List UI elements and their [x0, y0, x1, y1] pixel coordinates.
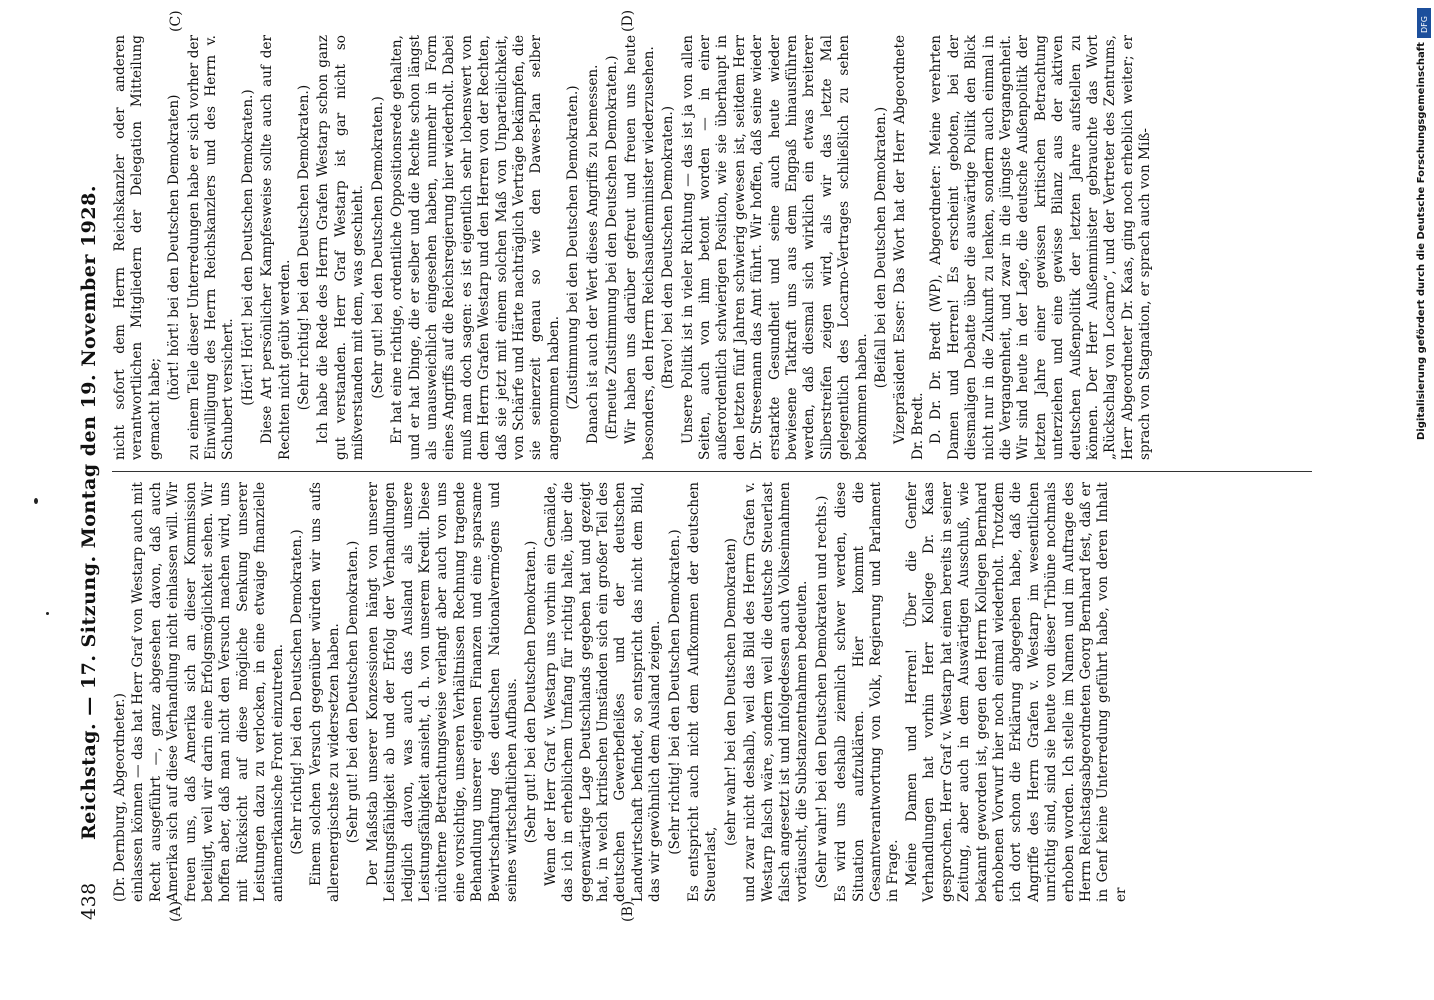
paragraph: Meine Damen und Herren! Über die Genfer Verhandlungen hat vorhin Herr Kollege Dr. Kaas gesprochen. Herr Graf v. Westarp hat einen bereits in seiner Zeitung, aber auch in dem Auswärtigen Ausschuß, wie bekannt geworden ist, gegen den Herrn Kollegen Bernhard erhobenen Vorwurf hier noch einmal wiederholt. Trotzdem ich dort schon die Erklärung abgegeben habe, daß die Angriffe des Herrn Grafen v. Westarp im wesentlichen unrichtig sind, sind sie heute von dieser Tribüne nochmals erhoben worden. Ich stelle im Namen und im Auftrage des Herrn Reichstagsabgeordneten Georg Bernhard fest, daß er in Genf keine Unterredung geführt habe, von deren Inhalt er [903, 482, 1129, 902]
paragraph: Wenn der Herr Graf v. Westarp uns vorhin ein Gemälde, das ich in erheblichem Umfang für richtig halte, über die gegenwärtige Lage Deutschlands gegeben hat und gezeigt hat, in welch kritischen Umständen sich ein großer Teil des deutschen Gewerbefleißes und der deutschen Landwirtschaft befindet, so entspricht das nicht dem Bild, das wir gewöhnlich dem Ausland zeigen. [542, 482, 664, 902]
margin-marker-c: (C) [168, 10, 184, 32]
paragraph: D. Dr. Dr. Bredt (WP), Abgeordneter: Meine verehrten Damen und Herren! Es erscheint geboten, bei der diesmaligen Debatte über die auswärtige Politik den Blick nicht nur in die Zukunft zu lenken, sondern auch einmal in die Vergangenheit, und zwar in die jüngste Vergangenheit. Wir sind heute in der Lage, die deutsche Außenpolitik der letzten Jahre einer gewissen kritischen Betrachtung unterziehen und eine gewisse Bilanz aus der aktiven deutschen Außenpolitik der letzten Jahre aufstellen zu können. Der Herr Außenminister gebrauchte das Wort „Rückschlag von Locarno“, und der Vertreter des Zentrums, Herr Abgeordneter Dr. Kaas, ging noch erheblich weiter; er sprach von Stagnation, er sprach auch von Miß- [928, 35, 1154, 460]
margin-marker-b: (B) [620, 900, 636, 922]
paragraph: (Sehr richtig! bei den Deutschen Demokraten.) [666, 529, 683, 855]
paragraph: (Sehr gut! bei den Deutschen Demokraten.) [523, 540, 540, 844]
left-text-column [112, 482, 1131, 902]
scan-speck [46, 612, 49, 615]
margin-marker-a: (A) [168, 900, 184, 922]
paragraph: Unsere Politik ist in vieler Richtung — das ist ja von allen Seiten, auch von ihm betont worden — in einer außerordentlich schwierigen Position, wie sie überhaupt in den letzten fünf Jahren schwierig gewesen ist, seitdem Herr Dr. Stresemann das Amt führt. Wir hoffen, daß seine wieder erstarkte Gesundheit und seine auch heute wieder bewiesene Tatkraft uns aus dem Engpaß hinausführen werden, daß diesmal sich wirklich ein etwas breiterer Silberstreifen zeigen wird, als wir das letzte Mal gelegentlich des Locarno-Vertrages schließlich zu sehen bekommen haben. [679, 35, 870, 460]
margin-marker-d: (D) [620, 9, 636, 32]
paragraph: (Sehr wahr! bei den Deutschen Demokraten und rechts.) [813, 495, 830, 889]
paragraph: (Dr. Dernburg, Abgeordneter.) [112, 693, 128, 902]
paragraph: (Sehr gut! bei den Deutschen Demokraten.) [345, 540, 362, 844]
paragraph: (Hört! Hört! bei den Deutschen Demokraten.) [239, 89, 256, 406]
paragraph: Wir haben uns darüber gefreut und freuen uns heute besonders, den Herrn Reichsaußenminister wiederzusehen. [623, 35, 657, 460]
paragraph: Er hat eine richtige, ordentliche Oppositionsrede gehalten, und er hat Dinge, die er selber und die Rechte schon längst als unausweichlich eingesehen haben, nunmehr in Form eines Angriffs auf die Reichsregierung hier wiederholt. Dabei muß man doch sagen: es ist eigentlich sehr lobenswert von dem Herrn Grafen Westarp und den Herren von der Rechten, daß sie jetzt mit einem solchen Maß von Unparteilichkeit, von Schärfe und Härte nachträglich Verträge bekämpfen, die sie seinerzeit genau so wie den Dawes-Plan selber angenommen haben. [389, 35, 562, 460]
scan-speck [34, 498, 38, 504]
paragraph: Es entspricht auch nicht dem Aufkommen der deutschen Steuerlast, [686, 482, 720, 902]
page-number: 438 [78, 882, 100, 920]
page-header [78, 50, 106, 920]
paragraph: (Erneute Zustimmung bei den Deutschen Demokraten.) [603, 55, 620, 440]
funding-note [1414, 20, 1430, 980]
funding-note-text: Digitalisierung gefördert durch die Deutsche Forschungsgemeinschaft [1416, 42, 1427, 440]
page-title: Reichstag. — 17. Sitzung. Montag den 19. November 1928. [78, 185, 100, 840]
paragraph: nicht sofort dem Herrn Reichskanzler oder anderen verantwortlichen Mitgliedern der Delegation Mitteilung gemacht habe; [112, 35, 163, 460]
paragraph: zu einem Teile dieser Unterredungen habe er sich vorher der Einwilligung des Herrn Reichskanzlers und des Herrn v. Schubert versichert. [185, 35, 237, 460]
paragraph: Danach ist auch der Wert dieses Angriffs zu bemessen. [584, 64, 601, 444]
paragraph: Vizepräsident Esser: Das Wort hat der Herr Abgeordnete Dr. Bredt. [892, 35, 926, 460]
paragraph: Ich habe die Rede des Herrn Grafen Westarp schon ganz gut verstanden. Herr Graf Westarp ist gar nicht so mißverstanden mit dem, was geschieht. [315, 35, 367, 460]
paragraph: (Sehr gut! bei den Deutschen Demokraten.) [369, 96, 386, 399]
paragraph: Diese Art persönlicher Kampfesweise sollte auch auf der Rechten nicht geübt werden. [259, 35, 293, 460]
column-divider [112, 471, 1312, 472]
paragraph: (Zustimmung bei den Deutschen Demokraten.) [565, 85, 582, 410]
paragraph: (hört! hört! bei den Deutschen Demokraten) [166, 94, 183, 401]
paragraph: Der Maßstab unserer Konzessionen hängt von unserer Leistungsfähigkeit ab und der Erfolg der Verhandlungen lediglich davon, was auch das Ausland als unsere Leistungsfähigkeit ansieht, d. h. von unserem Kredit. Diese nüchterne Betrachtungsweise verlangt aber auch von uns eine vorsichtige, unseren Verhältnissen Rechnung tragende Behandlung unserer eigenen Finanzen und eine sparsame Bewirtschaftung des deutschen Nationalvermögens und seines wirtschaftlichen Aufbaus. [364, 482, 520, 902]
paragraph: (Bravo! bei den Deutschen Demokraten.) [660, 105, 677, 390]
paragraph: (Beifall bei den Deutschen Demokraten.) [873, 106, 890, 389]
paragraph: (Sehr richtig! bei den Deutschen Demokraten.) [296, 84, 313, 411]
paragraph: (Sehr richtig! bei den Deutschen Demokraten.) [289, 529, 306, 855]
dfg-logo [1417, 8, 1431, 38]
paragraph: einlassen können — das hat Herr Graf von Westarp auch mit Recht ausgeführt —, ganz abgesehen davon, daß auch Amerika sich auf diese Verhandlung nicht einlassen will. Wir freuen uns, daß Amerika sich an dieser Kommission beteiligt, weil wir darin eine Erfolgsmöglichkeit sehen. Wir hoffen aber, daß man nicht den Versuch machen wird, uns mit Rücksicht auf diese mögliche Senkung unserer Leistungen dazu zu verlocken, in eine etwaige finanzielle antiamerikanische Front einzutreten. [130, 482, 286, 902]
paragraph: Einem solchen Versuch gegenüber würden wir uns aufs allerenergischste zu widersetzen haben. [308, 482, 342, 902]
dfg-logo-text: DFG [1420, 16, 1429, 33]
paragraph: Es wird uns deshalb ziemlich schwer werden, diese Situation aufzuklären. Hier kommt die Gesamtverantwortung von Volk, Regierung und Parlament in Frage. [833, 482, 902, 902]
paragraph: und zwar nicht deshalb, weil das Bild des Herrn Grafen v. Westarp falsch wäre, sondern weil die deutsche Steuerlast falsch angesetzt ist und infolgedessen auch Volkseinnahmen vortäuscht, die Substanzentnahmen bedeuten. [742, 482, 811, 902]
right-text-column [112, 35, 1156, 460]
paragraph: (sehr wahr! bei den Deutschen Demokraten) [722, 538, 739, 846]
